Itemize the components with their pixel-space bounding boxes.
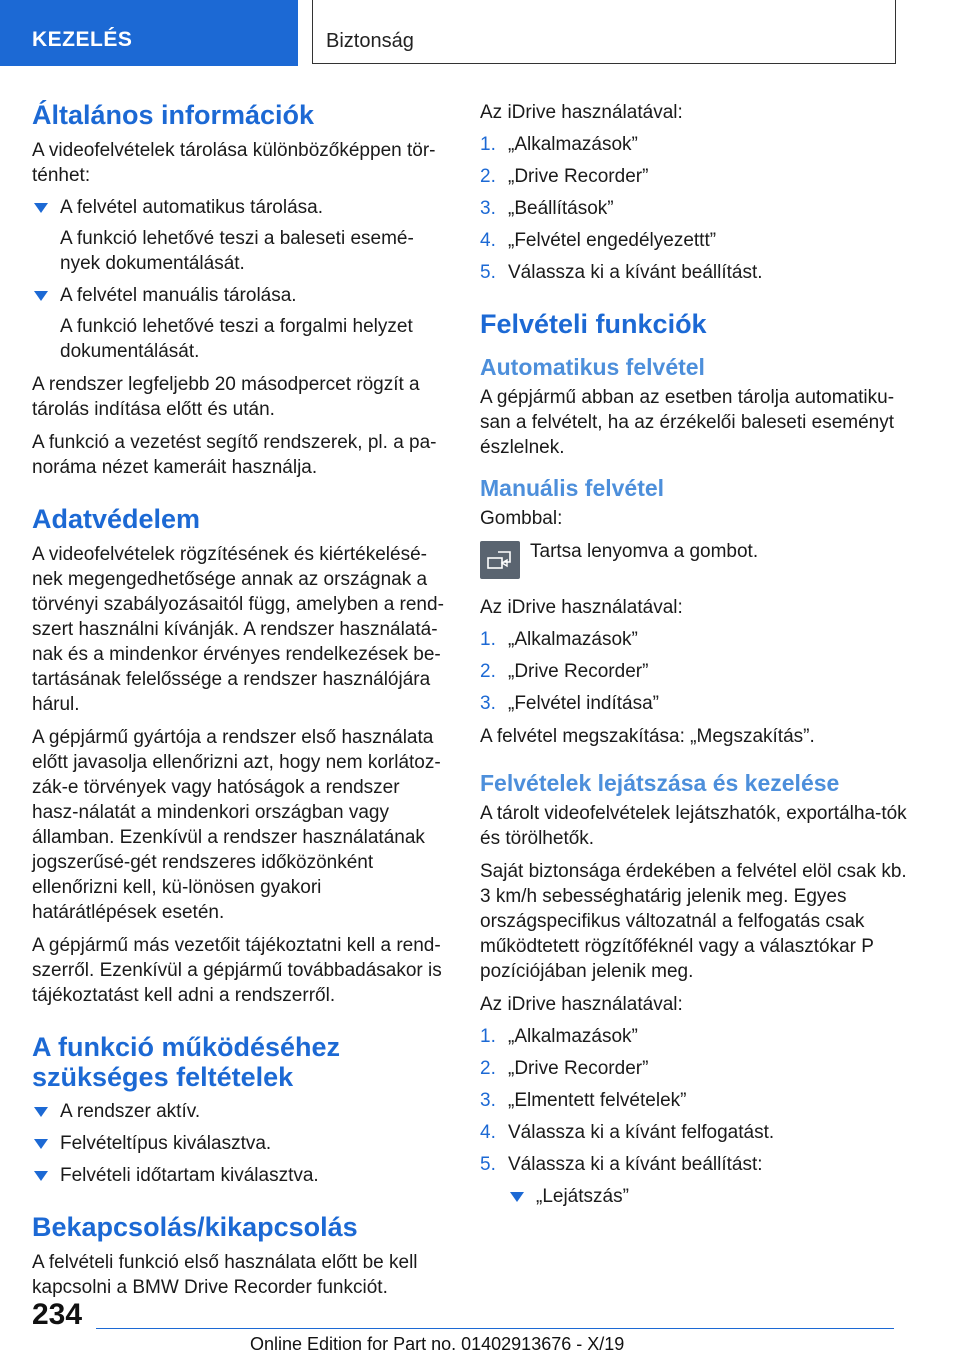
list-item [32, 283, 450, 364]
step-text: „Felvétel indítása” [508, 693, 660, 714]
step-number: 1. [480, 1026, 496, 1047]
bullet-label: A felvétel automatikus tárolása. [60, 197, 323, 218]
step-text: „Felvétel engedélyezettt” [508, 230, 717, 251]
step-text: „Drive Recorder” [508, 1058, 649, 1079]
bullet-detail: A funkció lehetővé teszi a baleseti esemé-nyek dokumentálását. [60, 228, 414, 274]
step-item [480, 1120, 910, 1145]
heading-recording-functions: Felvételi funkciók [480, 309, 707, 339]
heading-on-off: Bekapcsolás/kikapcsolás [32, 1212, 358, 1242]
page-number: 234 [32, 1298, 83, 1331]
paragraph: A rendszer legfeljebb 20 másodpercet rögzít a tárolás indítása előtt és után. [32, 374, 420, 420]
step-number: 2. [480, 1058, 496, 1079]
heading-requirements: A funkció működéséhez szükséges feltételek [32, 1032, 341, 1092]
list-item: Felvételtípus kiválasztva. [32, 1131, 450, 1156]
step-text: Válassza ki a kívánt felfogatást. [508, 1122, 775, 1143]
paragraph: A gépjármű abban az esetben tárolja automatiku-san a felvételt, ha az érzékelői baleseti eseményt észlelnek. [480, 387, 895, 458]
step-number: 2. [480, 661, 496, 682]
right-column [480, 100, 910, 1209]
paragraph: A videofelvételek tárolása különbözőképpen tör-ténhet: [32, 140, 436, 186]
step-item [480, 1024, 910, 1049]
step-list [480, 132, 910, 285]
step-item [480, 659, 910, 684]
paragraph: Gombbal: [480, 508, 563, 529]
step-text: Válassza ki a kívánt beállítást. [508, 262, 763, 283]
heading-manual-recording: Manuális felvétel [480, 475, 665, 501]
step-number: 5. [480, 1154, 496, 1175]
paragraph: Saját biztonsága érdekében a felvétel elöl csak kb. 3 km/h sebességhatárig jelenik meg. Egyes országspecifikus változatnál a felfogatás csak működtetett rögzítőféknél vagy a választókar P pozíciójában jelenik meg. [480, 861, 907, 982]
paragraph: A gépjármű gyártója a rendszer első használata előtt javasolja ellenőrizni azt, hogy nem korlátoz-zák-e törvények vagy hatóságok a rendszer hasz-nálatát a mindenkori országban vagy államban. Ezenkívül a rendszer használatának jogszerűsé-gét rendszeres időközönként ellenőrizni kell, kü-lönösen gyakori határátlépések esetén. [32, 727, 441, 923]
bullet-list [32, 195, 450, 364]
heading-playback: Felvételek lejátszása és kezelése [480, 770, 840, 796]
footer-divider [96, 1328, 894, 1329]
step-number: 3. [480, 1090, 496, 1111]
bullet-detail: A funkció lehetővé teszi a forgalmi helyzet dokumentálását. [60, 316, 413, 362]
step-item [480, 196, 910, 221]
step-number: 1. [480, 134, 496, 155]
bullet-list [32, 1099, 450, 1188]
paragraph: Az iDrive használatával: [480, 597, 683, 618]
step-list [480, 627, 910, 716]
sub-bullet-list [508, 1184, 910, 1209]
paragraph: Az iDrive használatával: [480, 102, 683, 123]
paragraph: A felvétel megszakítása: „Megszakítás”. [480, 726, 815, 747]
edition-note: Online Edition for Part no. 01402913676 - X/19 [250, 1334, 625, 1354]
heading-automatic-recording: Automatikus felvétel [480, 354, 705, 380]
paragraph: Az iDrive használatával: [480, 994, 683, 1015]
step-number: 5. [480, 262, 496, 283]
list-item: „Lejátszás” [508, 1184, 910, 1209]
paragraph: A tárolt videofelvételek lejátszhatók, exportálha-tók és törölhetők. [480, 803, 907, 849]
button-instruction [480, 539, 910, 587]
step-list [480, 1024, 910, 1177]
step-item [480, 260, 910, 285]
step-item [480, 691, 910, 716]
step-number: 2. [480, 166, 496, 187]
step-item [480, 1088, 910, 1113]
step-number: 1. [480, 629, 496, 650]
heading-privacy: Adatvédelem [32, 504, 201, 534]
step-item [480, 1152, 910, 1177]
page-header [0, 0, 960, 66]
step-text: „Alkalmazások” [508, 134, 638, 155]
step-text: „Drive Recorder” [508, 166, 649, 187]
step-text: „Alkalmazások” [508, 629, 638, 650]
step-item [480, 164, 910, 189]
step-text: „Beállítások” [508, 198, 614, 219]
left-column [32, 100, 450, 1300]
page-footer [0, 1290, 960, 1362]
step-item [480, 1056, 910, 1081]
step-number: 3. [480, 693, 496, 714]
heading-general-info: Általános információk [32, 100, 315, 130]
step-item [480, 228, 910, 253]
camera-button-icon [480, 541, 520, 579]
step-item [480, 132, 910, 157]
step-text: „Alkalmazások” [508, 1026, 638, 1047]
paragraph: A funkció a vezetést segítő rendszerek, pl. a pa-noráma nézet kameráit használja. [32, 432, 437, 478]
chapter-title: Biztonság [312, 0, 896, 64]
step-text: Válassza ki a kívánt beállítást: [508, 1154, 763, 1175]
paragraph: A felvételi funkció első használata előtt be kell kapcsolni a BMW Drive Recorder funkciót. [32, 1252, 418, 1298]
button-instruction-text: Tartsa lenyomva a gombot. [530, 541, 759, 562]
paragraph: A videofelvételek rögzítésének és kiértékelésé-nek megengedhetősége annak az országnak a törvényi szabályozásaitól függ, amelyben a rend-szert használni kívánják. A rendszer használatá-nak és a mindenkor érvényes rendelkezések be-tartásának felelőssége a rendszer használójára hárul. [32, 544, 444, 715]
step-item [480, 627, 910, 652]
paragraph: A gépjármű más vezetőit tájékoztatni kell a rend-szerről. Ezenkívül a gépjármű továbbadásakor is tájékoztatást kell adni a rendszerről. [32, 935, 442, 1006]
step-number: 4. [480, 1122, 496, 1143]
step-text: „Elmentett felvételek” [508, 1090, 687, 1111]
list-item [32, 195, 450, 276]
list-item: A rendszer aktív. [32, 1099, 450, 1124]
bullet-label: A felvétel manuális tárolása. [60, 285, 297, 306]
step-text: „Drive Recorder” [508, 661, 649, 682]
step-number: 3. [480, 198, 496, 219]
step-number: 4. [480, 230, 496, 251]
section-tab: KEZELÉS [0, 0, 298, 66]
list-item: Felvételi időtartam kiválasztva. [32, 1163, 450, 1188]
